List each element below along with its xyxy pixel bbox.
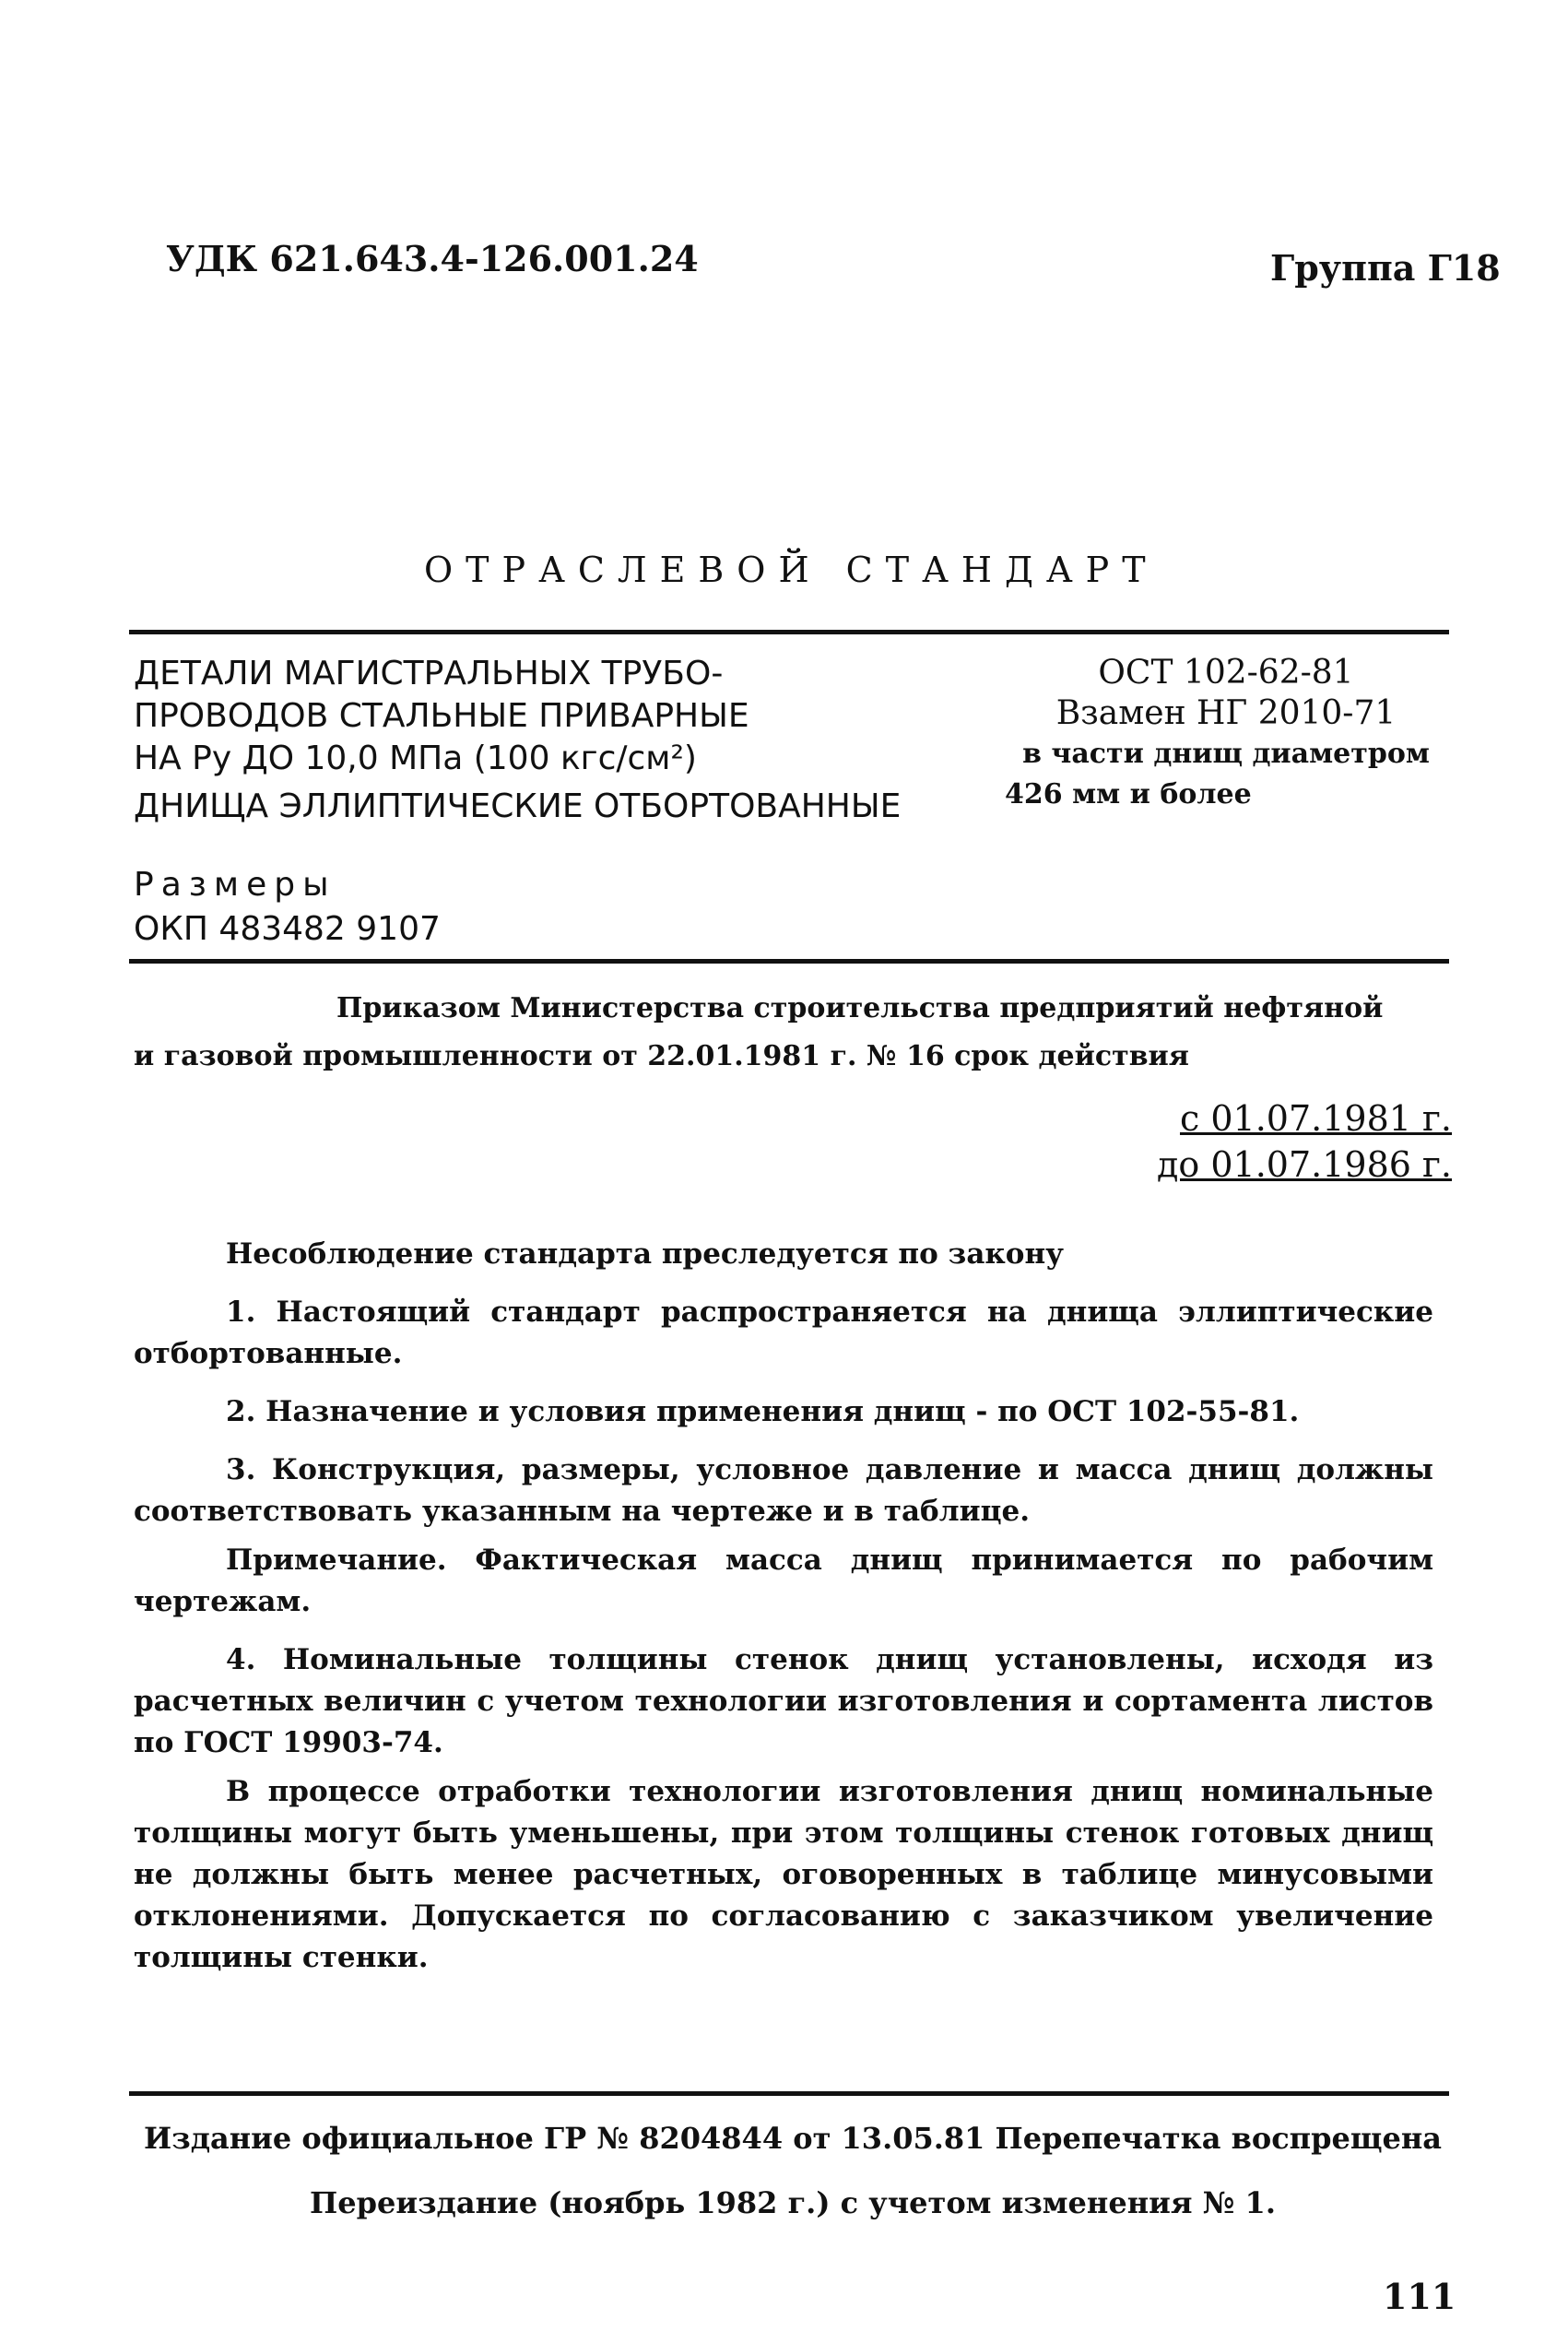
body-text xyxy=(134,1234,1433,1995)
warning-text: Несоблюдение стандарта преследуется по закону xyxy=(226,1237,1065,1271)
designation-line: ПРОВОДОВ СТАЛЬНЫЕ ПРИВАРНЫЕ xyxy=(134,697,749,735)
replaces-note: 426 мм и более xyxy=(1005,778,1252,811)
note-text: Примечание. Фактическая масса днищ принимается по рабочим чертежам. xyxy=(134,1544,1433,1618)
edition-line: Издание официальное ГР № 8204844 от 13.05.81 Перепечатка воспрещена xyxy=(144,2121,1442,2156)
udk-code: УДК 621.643.4-126.001.24 xyxy=(166,238,699,279)
sizes-block xyxy=(134,863,441,952)
order-line: и газовой промышленности от 22.01.1981 г. № 16 срок действия xyxy=(134,1040,1189,1072)
paragraph-1: 1. Настоящий стандарт распространяется на днища эллиптические отбортованные. xyxy=(134,1296,1433,1370)
okp-code: ОКП 483482 9107 xyxy=(134,910,441,948)
reissue-line: Переиздание (ноябрь 1982 г.) с учетом изменения № 1. xyxy=(310,2185,1276,2220)
divider-bottom xyxy=(129,2091,1449,2096)
standard-code: ОСТ 102-62-81 xyxy=(1098,654,1354,692)
designation-line: ДНИЩА ЭЛЛИПТИЧЕСКИЕ ОТБОРТОВАННЫЕ xyxy=(134,787,902,825)
page-number: 111 xyxy=(1383,2276,1456,2317)
designation-line: ДЕТАЛИ МАГИСТРАЛЬНЫХ ТРУБО- xyxy=(134,655,724,692)
document-title: ОТРАСЛЕВОЙ СТАНДАРТ xyxy=(424,550,1159,590)
validity-block xyxy=(1138,1095,1452,1188)
order-line: Приказом Министерства строительства предприятий нефтяной xyxy=(336,992,1384,1024)
sizes-label: Размеры xyxy=(134,866,336,904)
order-block xyxy=(134,985,1433,1081)
standard-block xyxy=(1005,653,1447,815)
paragraph-5: В процессе отработки технологии изготовления днищ номинальные толщины могут быть уменьшены, при этом толщины стенок готовых днищ не должны быть менее расчетных, оговоренных в таблице минусовыми отклонениями. Допускается по согласованию с заказчиком увеличение толщины стенки. xyxy=(134,1775,1433,1974)
designation-block xyxy=(134,653,901,828)
paragraph-4: 4. Номинальные толщины стенок днищ установлены, исходя из расчетных величин с учетом технологии изготовления и сортамента листов по ГОСТ 19903-74. xyxy=(134,1643,1433,1759)
designation-line: НА Pу ДО 10,0 МПа (100 кгс/см²) xyxy=(134,740,697,777)
group-code: Группа Г18 xyxy=(1270,247,1501,289)
divider-middle xyxy=(129,959,1449,964)
paragraph-3: 3. Конструкция, размеры, условное давление и масса днищ должны соответствовать указанным на чертеже и в таблице. xyxy=(134,1453,1433,1528)
validity-to: до 01.07.1986 г. xyxy=(1157,1144,1452,1185)
paragraph-2: 2. Назначение и условия применения днищ - по ОСТ 102-55-81. xyxy=(226,1395,1300,1428)
divider-top xyxy=(129,630,1449,634)
replaces-note: в части днищ диаметром xyxy=(1022,738,1430,770)
validity-from: с 01.07.1981 г. xyxy=(1179,1098,1452,1139)
replaces-text: Взамен НГ 2010-71 xyxy=(1055,694,1397,732)
